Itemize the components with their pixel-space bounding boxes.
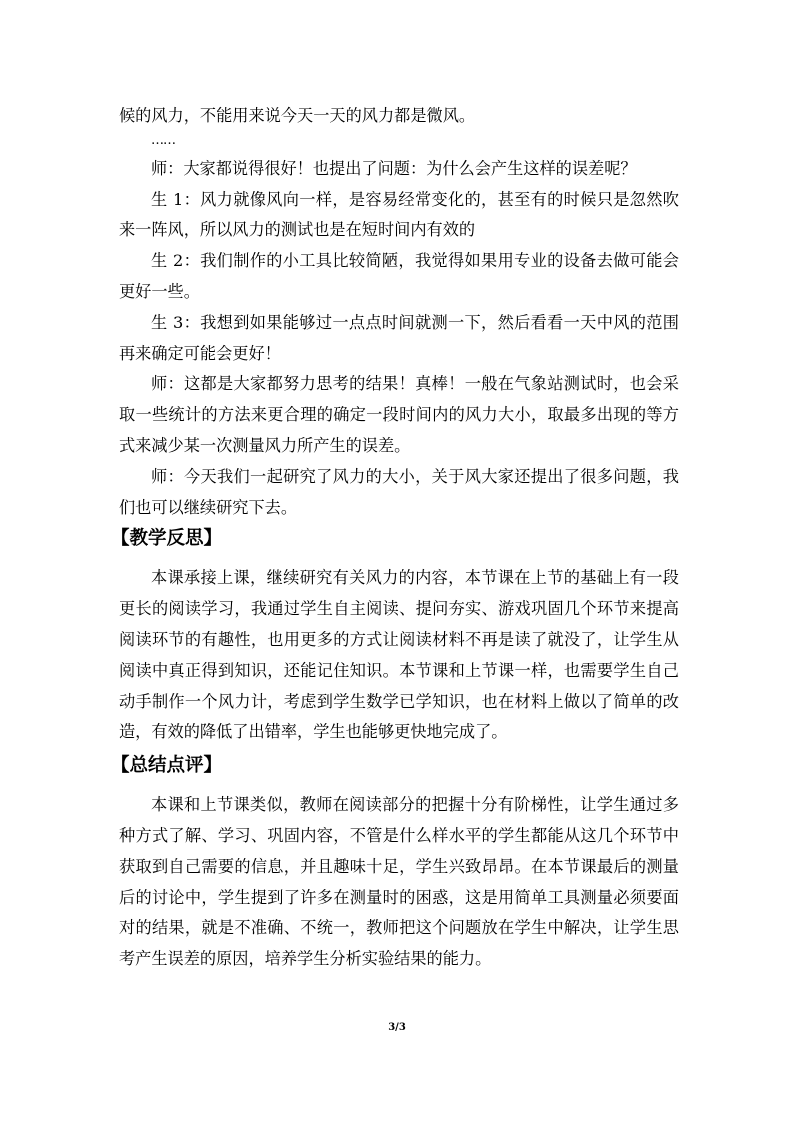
ellipsis-line: …… xyxy=(151,132,175,148)
dialogue-student-3: 生 3：我想到如果能够过一点点时间就测一下，然后看看一天中风的范围再来确定可能会更好！ xyxy=(119,312,679,363)
page-number: 3/3 xyxy=(388,1022,406,1033)
dialogue-student-2: 生 2：我们制作的小工具比较简陋，我觉得如果用专业的设备去做可能会更好一些。 xyxy=(119,251,679,301)
dialogue-student-1: 生 1：风力就像风向一样，是容易经常变化的，甚至有的时候只是忽然吹来一阵风，所以风力的测试也是在短时间内有效的 xyxy=(119,189,679,240)
summary-heading: 【总结点评】 xyxy=(111,755,223,777)
summary-text: 本课和上节课类似，教师在阅读部分的把握十分有阶梯性，让学生通过多种方式了解、学习、巩固内容，不管是什么样水平的学生都能从这几个环节中获取到自己需要的信息，并且趣味十足，学生兴致昂昂。在本节课最后的测量后的讨论中，学生提到了许多在测量时的困惑，这是用简单工具测量必须要面对的结果，就是不准确、不统一，教师把这个问题放在学生中解决，让学生思考产生误差的原因，培养学生分析实验结果的能力。 xyxy=(119,795,679,969)
dialogue-teacher-question: 师：大家都说得很好！也提出了问题：为什么会产生这样的误差呢？ xyxy=(151,158,637,178)
reflection-text: 本课承接上课，继续研究有关风力的内容，本节课在上节的基础上有一段更长的阅读学习，我通过学生自主阅读、提问夯实、游戏巩固几个环节来提高阅读环节的有趣性，也用更多的方式让阅读材料不再是读了就没了，让学生从阅读中真正得到知识，还能记住知识。本节课和上节课一样，也需要学生自己动手制作一个风力计，考虑到学生数学已学知识，也在材料上做以了简单的改造，有效的降低了出错率，学生也能够更快地完成了。 xyxy=(119,568,679,742)
dialogue-teacher-praise: 师：这都是大家都努力思考的结果！真棒！一般在气象站测试时，也会采取一些统计的方法来更合理的确定一段时间内的风力大小，取最多出现的等方式来减少某一次测量风力所产生的误差。 xyxy=(119,374,679,455)
paragraph-continuation: 候的风力，不能用来说今天一天的风力都是微风。 xyxy=(119,106,476,125)
document-body xyxy=(111,101,679,975)
dialogue-teacher-closing: 师：今天我们一起研究了风力的大小，关于风大家还提出了很多问题，我们也可以继续研究下去。 xyxy=(119,466,679,517)
reflection-heading: 【教学反思】 xyxy=(111,528,223,550)
